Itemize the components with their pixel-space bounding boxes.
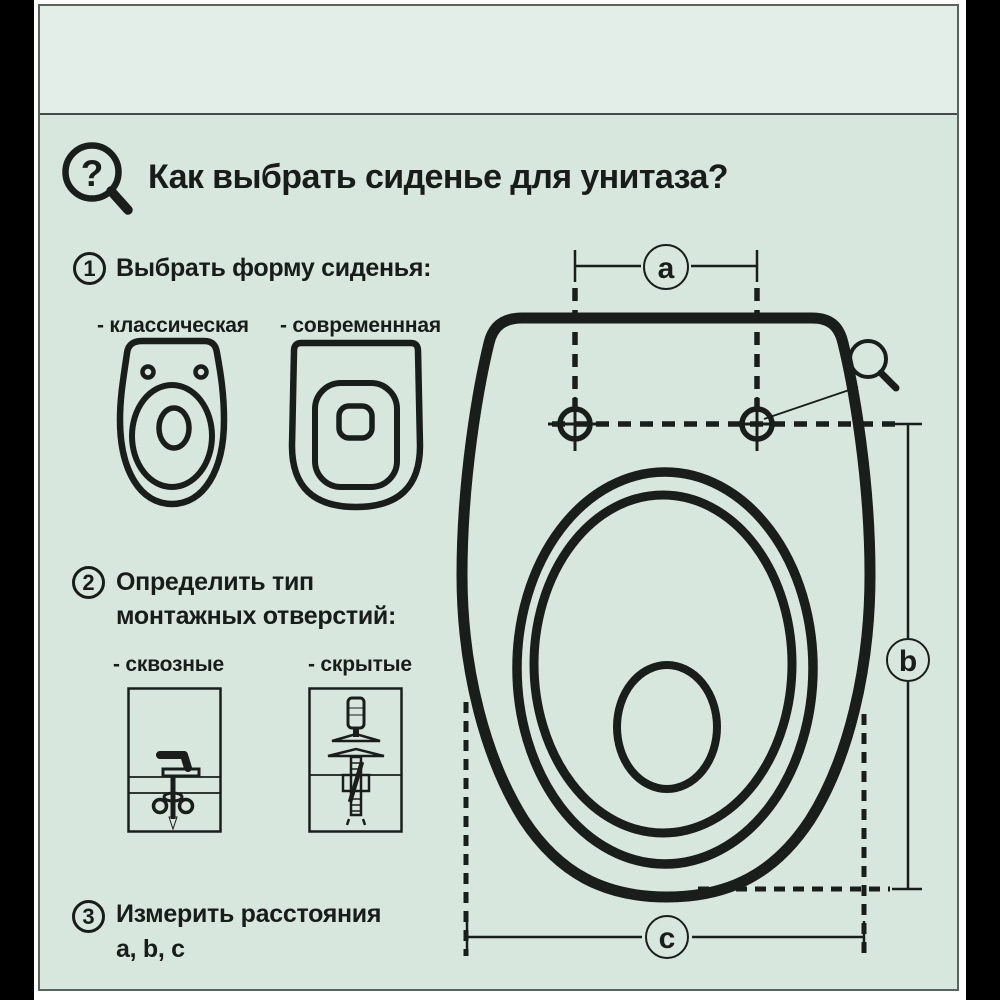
classic-hinge-hole-right	[196, 367, 207, 378]
magnifier-leader-line	[764, 387, 858, 419]
step-1-number: 1	[73, 252, 106, 285]
through-mount-drawing	[127, 687, 222, 833]
hidden-mount-drawing	[308, 687, 403, 833]
step-3-label-line1: Измерить расстояния	[116, 900, 382, 928]
step-2-number: 2	[72, 566, 105, 599]
drain-hole	[617, 665, 717, 789]
magnifier-icon	[850, 341, 896, 388]
hinge-base-plate	[163, 769, 199, 776]
classic-seat-hole	[159, 408, 189, 448]
page-title: Как выбрать сиденье для унитаза?	[148, 158, 728, 196]
mounting-hole-right	[730, 397, 784, 451]
fastener-cap	[348, 698, 364, 728]
classic-seat-drawing	[112, 333, 237, 513]
classic-hinge-hole-left	[143, 367, 154, 378]
dim-a-label: a	[657, 252, 675, 285]
question-glyph: ?	[80, 153, 104, 194]
step-2-label-line1: Определить тип	[116, 568, 314, 596]
classic-shape-label: - классическая	[97, 314, 249, 337]
modern-seat-ring	[315, 383, 397, 487]
mounting-hole-left	[548, 397, 602, 451]
fastener-cap-rib	[348, 708, 364, 715]
left-black-bar	[0, 0, 34, 1000]
modern-shape-label: - современнная	[280, 314, 441, 337]
modern-seat-outline	[292, 343, 420, 507]
wing-left	[154, 800, 167, 813]
dimension-c	[467, 916, 864, 958]
magnifier-handle	[111, 191, 128, 210]
magnifier-question-icon	[58, 138, 138, 224]
dimension-b	[887, 424, 929, 889]
wing-right	[180, 800, 193, 813]
dim-c-label: c	[658, 922, 676, 955]
right-black-bar	[966, 0, 1000, 1000]
hidden-holes-label: - скрытые	[308, 653, 412, 676]
empty-top-band	[40, 6, 957, 115]
classic-seat-ring	[132, 385, 212, 487]
umbrella-washer-bottom	[328, 749, 384, 756]
dim-b-label: b	[898, 645, 918, 678]
hidden-mount-box	[310, 689, 402, 832]
step-1-label: Выбрать форму сиденья:	[116, 254, 432, 282]
dimension-a	[575, 245, 757, 420]
seat-hinge-bracket	[160, 755, 188, 768]
step-3-number: 3	[72, 900, 105, 933]
step-2-label-line2: монтажных отверстий:	[116, 602, 397, 630]
modern-seat-drawing	[285, 333, 425, 518]
modern-seat-hole	[339, 406, 372, 438]
seat-measurement-diagram	[440, 240, 940, 985]
through-holes-label: - сквозные	[113, 653, 224, 676]
umbrella-washer-top	[332, 734, 380, 741]
step-3-label-line2: a, b, c	[116, 935, 185, 963]
